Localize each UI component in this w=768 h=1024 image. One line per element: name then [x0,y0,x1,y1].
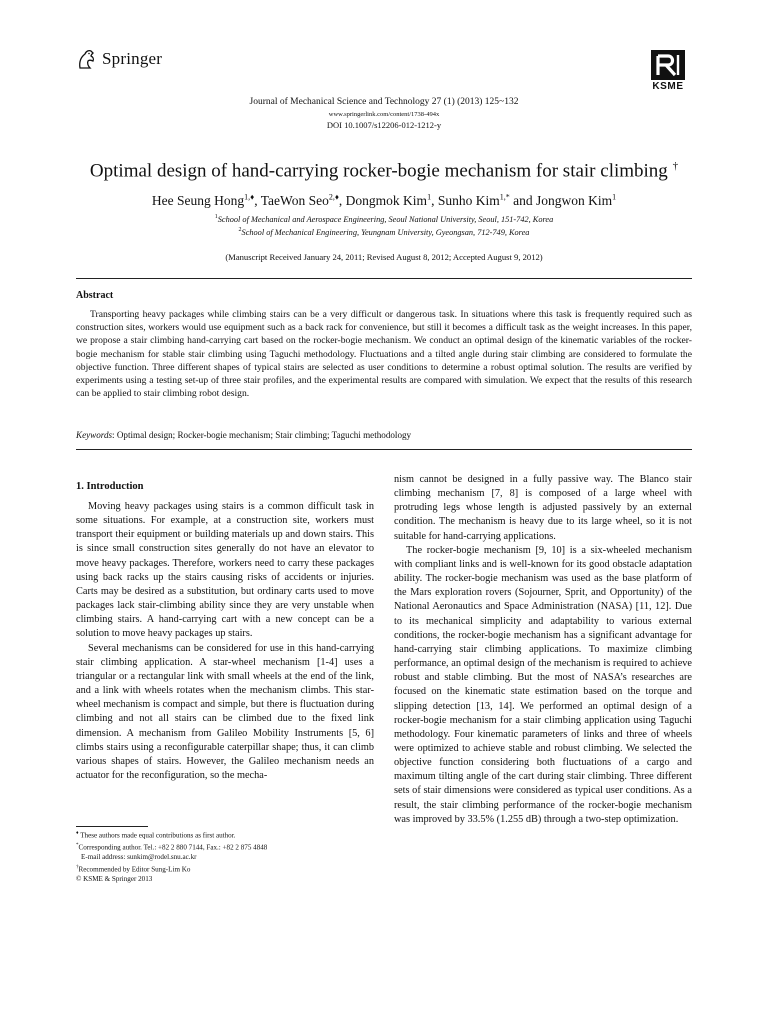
author: Hee Seung Hong$^{1,♦}$, [151,192,261,208]
footnote: *Corresponding author. Tel.: +82 2 880 7144, Fax.: +82 2 875 4848 [76,842,268,852]
left-column [76,500,374,783]
springer-horse-icon [76,48,96,70]
paper-title-text: Optimal design of hand-carrying rocker-bogie mechanism for stair climbing [89,160,668,182]
publisher-name: Springer [102,49,163,68]
abstract-text: Transporting heavy packages while climbing stairs can be a very difficult or dangerous task. In situations where this task is frequently required such as construction sites, workers would use equipment such as a back rack for convenience, but still it becomes a difficult task as the weight increases. In this paper, we propose a stair climbing hand-carrying cart based on the rocker-bogie mechanism. We conduct an optimal design of the kinematic variables of the rocker-bogie mechanism for stable stair climbing using Taguchi methodology. Fluctuations and a tilted angle during stair climbing are considered to formulate the objective function. Three different shapes of typical stairs are selected as user conditions to determine a robust optimal solution. The results are verified by experiments using a testing set-up of three stair profiles, and the experimental results are compared with simulation. We expect that the results of this research can be applied to stair climbing robot design. [76,309,692,400]
paper-title [0,160,768,182]
affiliation: $^2$School of Mechanical Engineering, Yeungnam University, Gyeongsan, 712-749, Korea [238,227,530,237]
body-paragraph: nism cannot be designed in a fully passive way. The Blanco stair climbing mechanism [7, 8] is composed of a large wheel with protruding legs whose length is adjusted passively by an external condition. The mechanism is heavy due to its large wheel, so it is not suitable for hand-carrying applications. [394,474,692,542]
right-column [394,473,692,827]
author: Dongmok Kim$^1$, [345,192,438,208]
title-footnote-mark: † [672,160,679,172]
author-list [0,192,768,209]
footnotes [76,829,374,885]
author: Sunho Kim$^{1,*}$ and [437,192,536,208]
body-paragraph: Several mechanisms can be considered for use in this hand-carrying stair climbing application. A star-wheel mechanism [1-4] uses a triangular or a rectangular link with small wheels at the end of the link, and a link with wheels rotates when the mechanism climbs. This star-wheel mechanism is compact and simple, but there is fluctuation during climbing and not all stairs can be climbed due to the fixed link dimension. A mechanism from Galileo Mobility Instruments [5, 6] climbs stairs using a reconfigurable caterpillar shape; thus, it can climb various shapes of stairs. However, the Galileo mechanism needs an actuator for the reconfiguration, so the mecha- [76,642,374,781]
ksme-label: KSME [652,81,684,92]
footnote: E-mail address: sunkim@rodel.snu.ac.kr [81,853,197,862]
ksme-logo [648,50,688,92]
body-paragraph: Moving heavy packages using stairs is a common difficult task in some situations. For example, at a construction site, workers must transport their equipment or building materials up and down stairs. This is since small construction sites generally do not have an elevator to move heavy packages. Therefore, workers need to carry these packages using back racks up the stairs causing risks of accidents or injuries. Carts may be desired as a substitution, but ordinary carts used to move packages lack stair-climbing ability since they are very unstable when climbing stairs. A hand-carrying cart with a new concept can be a solution to move heavy packages up stairs. [76,501,374,640]
footnote: †Recommended by Editor Sung-Lim Ko [76,864,191,873]
keywords-label: Keywords [76,430,113,440]
doi[interactable]: DOI 10.1007/s12206-012-1212-y [326,120,442,130]
author: Jongwon Kim$^1$ [535,192,617,208]
footnote: ♦ These authors made equal contributions as first author. [76,831,236,840]
divider [76,278,692,279]
divider [76,449,692,450]
footnote: © KSME & Springer 2013 [76,875,153,884]
manuscript-dates: (Manuscript Received January 24, 2011; Revised August 8, 2012; Accepted August 9, 2012) [225,252,543,262]
section-heading: 1. Introduction [76,481,144,492]
keywords-text: : Optimal design; Rocker-bogie mechanism; Stair climbing; Taguchi methodology [112,430,412,440]
journal-url[interactable]: www.springerlink.com/content/1738-494x [328,111,440,118]
author: TaeWon Seo$^{2,♦}$, [260,192,346,208]
body-paragraph: The rocker-bogie mechanism [9, 10] is a six-wheeled mechanism with compliant links and is well-known for its good obstacle adaptation ability. The rocker-bogie mechanism was used as the base platform of the Mars exploration rovers (Sojourner, Sprit, and Opportunity) of the National Aeronautics and Space Administration (NASA) [11, 12]. Due to its mechanical simplicity and adaptability to various external conditions, the rocker-bogie mechanism has a significant advantage for hand-carrying stair climbing applications. To maximize climbing performance, an optimal design of the mechanism is required to achieve robust and stable climbing. But the most of NASA’s researches are focused on the kinematic state estimation based on the torque and slipping detection [13, 14]. We performed an optimal design of a rocker-bogie mechanism for a stair climbing application using Taguchi methodology. Four kinematic parameters of links and three of wheels were optimized to achieve stable and robust climbing. We selected the objective function considering both fluctuations of a cargo and maximum tilting angle of the cart during stair climbing. Three different sets of stair dimensions were considered as typical user conditions. As a result, the stair climbing performance of the rocker-bogie mechanism was improved by 33.5% (1.255 dB) through a two-step optimization. [394,544,692,825]
keywords [76,430,692,440]
footnote-divider [76,826,148,827]
ksme-emblem-icon [651,50,685,80]
abstract-heading: Abstract [76,290,114,301]
affiliation: $^1$School of Mechanical and Aerospace Engineering, Seoul National University, Seoul, 151-742, Korea [214,214,554,224]
journal-citation: Journal of Mechanical Science and Technology 27 (1) (2013) 125~132 [249,97,519,107]
springer-logo [76,48,162,70]
